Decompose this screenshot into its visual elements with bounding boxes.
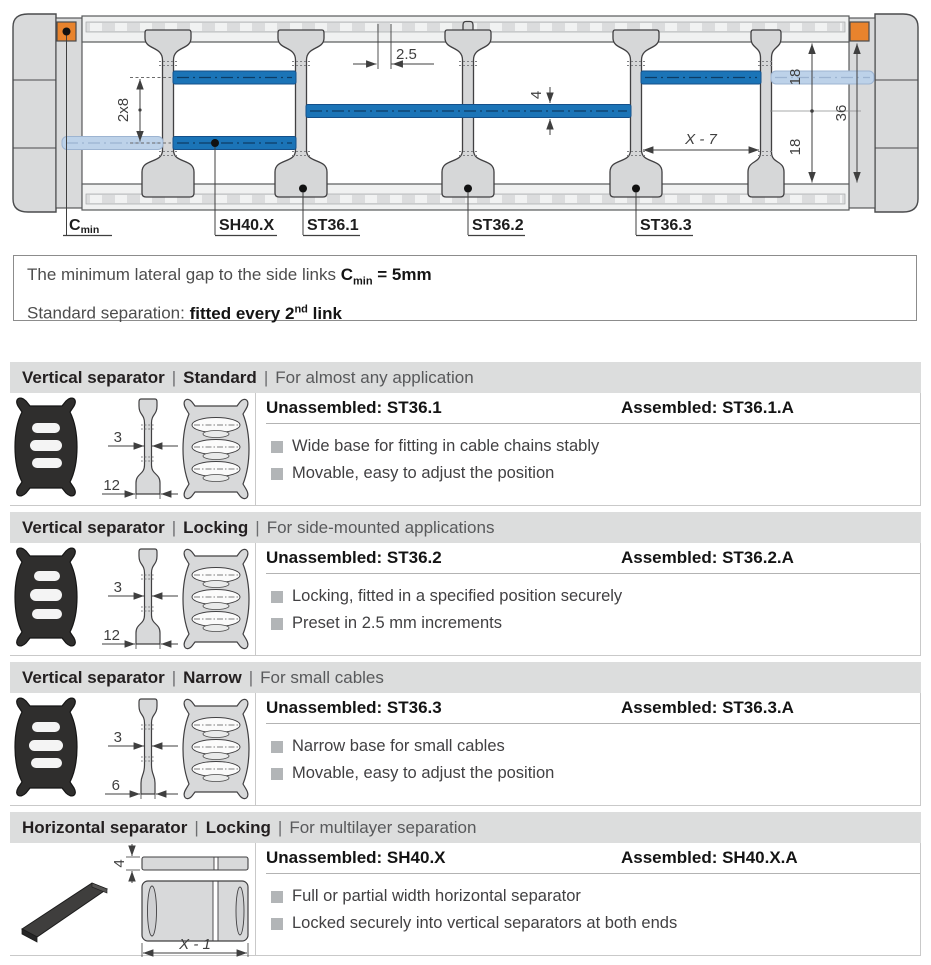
section-vertical-separator-locking xyxy=(10,512,921,656)
section-header: Vertical separator | Standard | For almost any application xyxy=(10,362,921,393)
separator-photo xyxy=(15,398,77,496)
section-product-name: Vertical separator xyxy=(22,368,165,387)
separator-side-profile xyxy=(102,399,178,499)
svg-text:2.5: 2.5 xyxy=(396,46,417,63)
bullet-square-icon xyxy=(271,918,283,930)
note-line-standard-separation: Standard separation: fitted every 2nd link xyxy=(27,303,342,324)
feature-item: Narrow base for small cables xyxy=(266,737,920,764)
vertical-separator-illustration xyxy=(10,393,255,505)
svg-text:ST36.3: ST36.3 xyxy=(640,217,692,234)
note-box xyxy=(13,255,917,324)
feature-item: Preset in 2.5 mm increments xyxy=(266,614,920,641)
section-header: Vertical separator | Narrow | For small cables xyxy=(10,662,921,693)
separator-side-view xyxy=(111,844,248,883)
dim-thickness: 4 xyxy=(111,859,128,868)
svg-text:18: 18 xyxy=(787,68,804,86)
feature-item: Locked securely into vertical separators at both ends xyxy=(266,914,920,941)
svg-text:SH40.X: SH40.X xyxy=(219,217,275,234)
unassembled-part-number: Unassembled: ST36.3 xyxy=(266,698,442,717)
product-images xyxy=(10,393,256,505)
dimension-x-minus-7 xyxy=(643,131,759,150)
vertical-separator-illustration xyxy=(10,693,255,805)
svg-text:2x8: 2x8 xyxy=(115,97,132,123)
svg-text:X - 7: X - 7 xyxy=(685,131,717,148)
separator-photo xyxy=(15,548,77,646)
separator-front-view xyxy=(183,399,249,498)
feature-list xyxy=(266,587,920,641)
note-line-min-gap: The minimum lateral gap to the side links $C_{min} = 5mm$ xyxy=(27,265,432,288)
product-images xyxy=(10,543,256,655)
section-description: For side-mounted applications xyxy=(266,518,495,537)
section-description: For multilayer separation xyxy=(289,818,477,837)
separator-front-view xyxy=(183,549,249,648)
separator-side-profile xyxy=(105,699,178,799)
bullet-square-icon xyxy=(271,441,283,453)
dim-web-thickness: 3 xyxy=(113,579,122,596)
part-number-row xyxy=(266,693,920,724)
bullet-square-icon xyxy=(271,468,283,480)
feature-item: Wide base for fitting in cable chains stably xyxy=(266,437,920,464)
section-variant: Locking xyxy=(205,818,271,837)
bullet-square-icon xyxy=(271,591,283,603)
unassembled-part-number: Unassembled: ST36.1 xyxy=(266,398,442,417)
feature-list xyxy=(266,737,920,791)
feature-list xyxy=(266,887,920,941)
separator-bar-photo xyxy=(22,883,107,942)
feature-item: Movable, easy to adjust the position xyxy=(266,764,920,791)
dim-base-width: 6 xyxy=(111,777,120,794)
dim-base-width: 12 xyxy=(103,477,120,494)
separator-side-profile xyxy=(102,549,178,649)
unassembled-part-number: Unassembled: SH40.X xyxy=(266,848,446,867)
separator-front-view xyxy=(183,699,249,798)
section-variant: Locking xyxy=(183,518,249,537)
dim-width: X - 1 xyxy=(179,936,211,953)
separator-plan-view xyxy=(142,881,248,957)
section-horizontal-separator-locking xyxy=(10,812,921,956)
section-header: Horizontal separator | Locking | For multilayer separation xyxy=(10,812,921,843)
product-images xyxy=(10,843,256,955)
section-description: For small cables xyxy=(260,668,384,687)
svg-text:Cmin: Cmin xyxy=(69,217,100,236)
svg-text:ST36.2: ST36.2 xyxy=(472,217,524,234)
section-vertical-separator-narrow xyxy=(10,662,921,806)
product-details xyxy=(256,543,921,655)
product-details xyxy=(256,393,921,505)
assembled-part-number: Assembled: ST36.1.A xyxy=(621,398,794,417)
part-number-row xyxy=(266,393,920,424)
section-variant: Narrow xyxy=(183,668,242,687)
assembled-part-number: Assembled: ST36.3.A xyxy=(621,698,794,717)
unassembled-part-number: Unassembled: ST36.2 xyxy=(266,548,442,567)
feature-item: Locking, fitted in a specified position securely xyxy=(266,587,920,614)
svg-text:36: 36 xyxy=(833,104,850,122)
orange-clamp-right xyxy=(850,22,869,41)
dim-base-width: 12 xyxy=(103,627,120,644)
part-number-row xyxy=(266,543,920,574)
left-end-cap-drawing xyxy=(13,14,82,212)
part-number-row xyxy=(266,843,920,874)
product-images xyxy=(10,693,256,805)
assembled-part-number: Assembled: SH40.X.A xyxy=(621,848,798,867)
svg-text:18: 18 xyxy=(787,138,804,156)
horizontal-separator-illustration xyxy=(10,843,255,961)
section-product-name: Vertical separator xyxy=(22,518,165,537)
section-description: For almost any application xyxy=(275,368,474,387)
section-product-name: Vertical separator xyxy=(22,668,165,687)
bullet-square-icon xyxy=(271,618,283,630)
section-vertical-separator-standard xyxy=(10,362,921,506)
feature-item: Movable, easy to adjust the position xyxy=(266,464,920,491)
section-variant: Standard xyxy=(183,368,257,387)
cable-chain-separator-diagram xyxy=(0,0,931,250)
bullet-square-icon xyxy=(271,768,283,780)
separator-photo xyxy=(15,698,77,796)
feature-item: Full or partial width horizontal separator xyxy=(266,887,920,914)
right-end-cap-drawing xyxy=(849,14,918,212)
assembled-part-number: Assembled: ST36.2.A xyxy=(621,548,794,567)
section-header: Vertical separator | Locking | For side-mounted applications xyxy=(10,512,921,543)
dim-web-thickness: 3 xyxy=(113,429,122,446)
product-details xyxy=(256,843,921,955)
svg-text:4: 4 xyxy=(528,90,545,100)
vertical-separator-illustration xyxy=(10,543,255,655)
dim-web-thickness: 3 xyxy=(113,729,122,746)
bullet-square-icon xyxy=(271,741,283,753)
product-details xyxy=(256,693,921,805)
dimension-18-18-36 xyxy=(770,44,861,183)
bullet-square-icon xyxy=(271,891,283,903)
section-product-name: Horizontal separator xyxy=(22,818,188,837)
feature-list xyxy=(266,437,920,491)
svg-text:ST36.1: ST36.1 xyxy=(307,217,359,234)
